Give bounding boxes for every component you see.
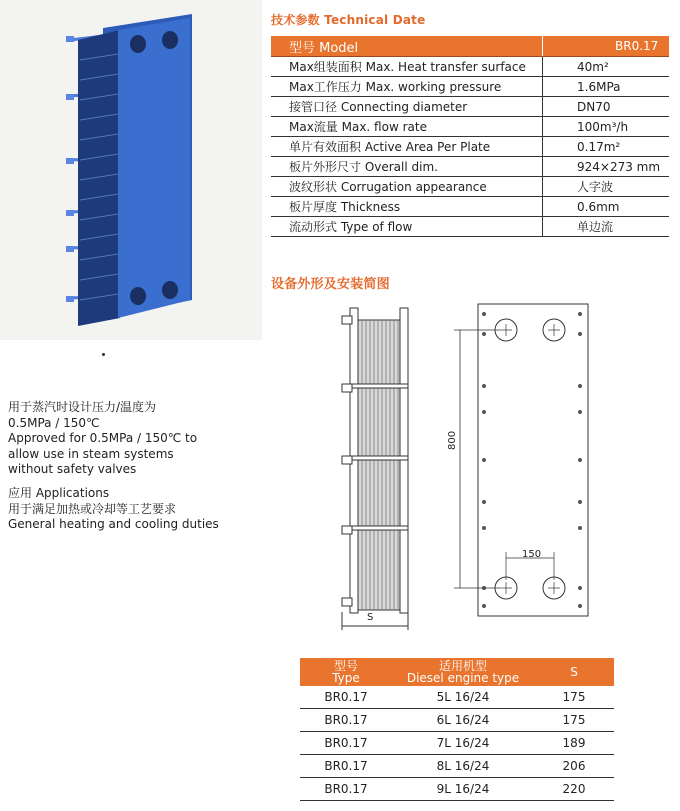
applications-text bbox=[8, 486, 219, 533]
dot-mark bbox=[102, 353, 105, 356]
text-line: allow use in steam systems bbox=[8, 446, 174, 461]
text-line: 0.5MPa / 150℃ bbox=[8, 415, 100, 430]
type-table bbox=[300, 658, 614, 801]
section-title-tech: 技术参数 Technical Date bbox=[271, 13, 426, 27]
s-cell: 189 bbox=[534, 732, 614, 755]
spec-table bbox=[271, 36, 669, 237]
spec-label: 板片外形尺寸 Overall dim. bbox=[271, 157, 543, 177]
type-cell: BR0.17 bbox=[300, 755, 392, 778]
dimension-150-label: 150 bbox=[522, 549, 542, 560]
text-line: 用于蒸汽时设计压力/温度为 bbox=[8, 400, 157, 414]
dimension-800-label: 800 bbox=[447, 430, 458, 450]
side-view-drawing bbox=[330, 290, 420, 640]
spec-row bbox=[271, 137, 669, 157]
dimension-s-label: S bbox=[367, 612, 374, 623]
spec-row bbox=[271, 57, 669, 77]
s-cell: 220 bbox=[534, 778, 614, 801]
product-photo bbox=[0, 0, 262, 340]
spec-value: 0.6mm bbox=[543, 197, 670, 217]
spec-value: 0.17m² bbox=[543, 137, 670, 157]
spec-value: 100m³/h bbox=[543, 117, 670, 137]
spec-value: 1.6MPa bbox=[543, 77, 670, 97]
engine-cell: 8L 16/24 bbox=[392, 755, 534, 778]
steam-approval-text bbox=[8, 400, 197, 478]
engine-header bbox=[392, 658, 534, 686]
spec-row bbox=[271, 177, 669, 197]
engine-cell: 7L 16/24 bbox=[392, 732, 534, 755]
engine-header-cn: 适用机型 bbox=[438, 659, 487, 673]
spec-value: DN70 bbox=[543, 97, 670, 117]
engine-header-en: Diesel engine type bbox=[406, 671, 520, 685]
table-row bbox=[300, 732, 614, 755]
spec-header-label: 型号 Model bbox=[271, 36, 543, 57]
spec-value: 单边流 bbox=[543, 217, 670, 237]
front-view-drawing bbox=[440, 290, 620, 630]
spec-label: 单片有效面积 Active Area Per Plate bbox=[271, 137, 543, 157]
s-cell: 206 bbox=[534, 755, 614, 778]
s-header: S bbox=[534, 658, 614, 686]
text-line: Approved for 0.5MPa / 150℃ to bbox=[8, 431, 198, 445]
spec-label: 板片厚度 Thickness bbox=[271, 197, 543, 217]
spec-row bbox=[271, 117, 669, 137]
spec-row bbox=[271, 157, 669, 177]
spec-header-value: BR0.17 bbox=[543, 36, 670, 57]
table-row bbox=[300, 778, 614, 801]
spec-label: Max工作压力 Max. working pressure bbox=[271, 77, 543, 97]
engine-cell: 6L 16/24 bbox=[392, 709, 534, 732]
table-row bbox=[300, 709, 614, 732]
type-header-cn: 型号 bbox=[333, 659, 358, 673]
s-cell: 175 bbox=[534, 686, 614, 709]
type-cell: BR0.17 bbox=[300, 686, 392, 709]
table-row bbox=[300, 755, 614, 778]
spec-label: 流动形式 Type of flow bbox=[271, 217, 543, 237]
spec-row bbox=[271, 217, 669, 237]
type-header bbox=[300, 658, 392, 686]
type-cell: BR0.17 bbox=[300, 709, 392, 732]
text-line: 应用 Applications bbox=[8, 486, 110, 500]
engine-cell: 9L 16/24 bbox=[392, 778, 534, 801]
spec-row bbox=[271, 197, 669, 217]
spec-row bbox=[271, 97, 669, 117]
type-header-row bbox=[300, 658, 614, 686]
spec-label: 波纹形状 Corrugation appearance bbox=[271, 177, 543, 197]
spec-header-row bbox=[271, 36, 669, 57]
engine-cell: 5L 16/24 bbox=[392, 686, 534, 709]
type-header-en: Type bbox=[332, 671, 360, 685]
spec-label: Max组装面积 Max. Heat transfer surface bbox=[271, 57, 543, 77]
text-line: General heating and cooling duties bbox=[8, 517, 219, 531]
text-line: 用于满足加热或冷却等工艺要求 bbox=[8, 501, 177, 516]
text-line: without safety valves bbox=[8, 462, 137, 476]
type-cell: BR0.17 bbox=[300, 732, 392, 755]
spec-value: 924×273 mm bbox=[543, 157, 670, 177]
spec-row bbox=[271, 77, 669, 97]
spec-label: 接管口径 Connecting diameter bbox=[271, 97, 543, 117]
spec-value: 40m² bbox=[543, 57, 670, 77]
spec-value: 人字波 bbox=[543, 177, 670, 197]
section-title-install: 设备外形及安装简图 bbox=[271, 277, 390, 292]
spec-label: Max流量 Max. flow rate bbox=[271, 117, 543, 137]
table-row bbox=[300, 686, 614, 709]
s-cell: 175 bbox=[534, 709, 614, 732]
type-cell: BR0.17 bbox=[300, 778, 392, 801]
